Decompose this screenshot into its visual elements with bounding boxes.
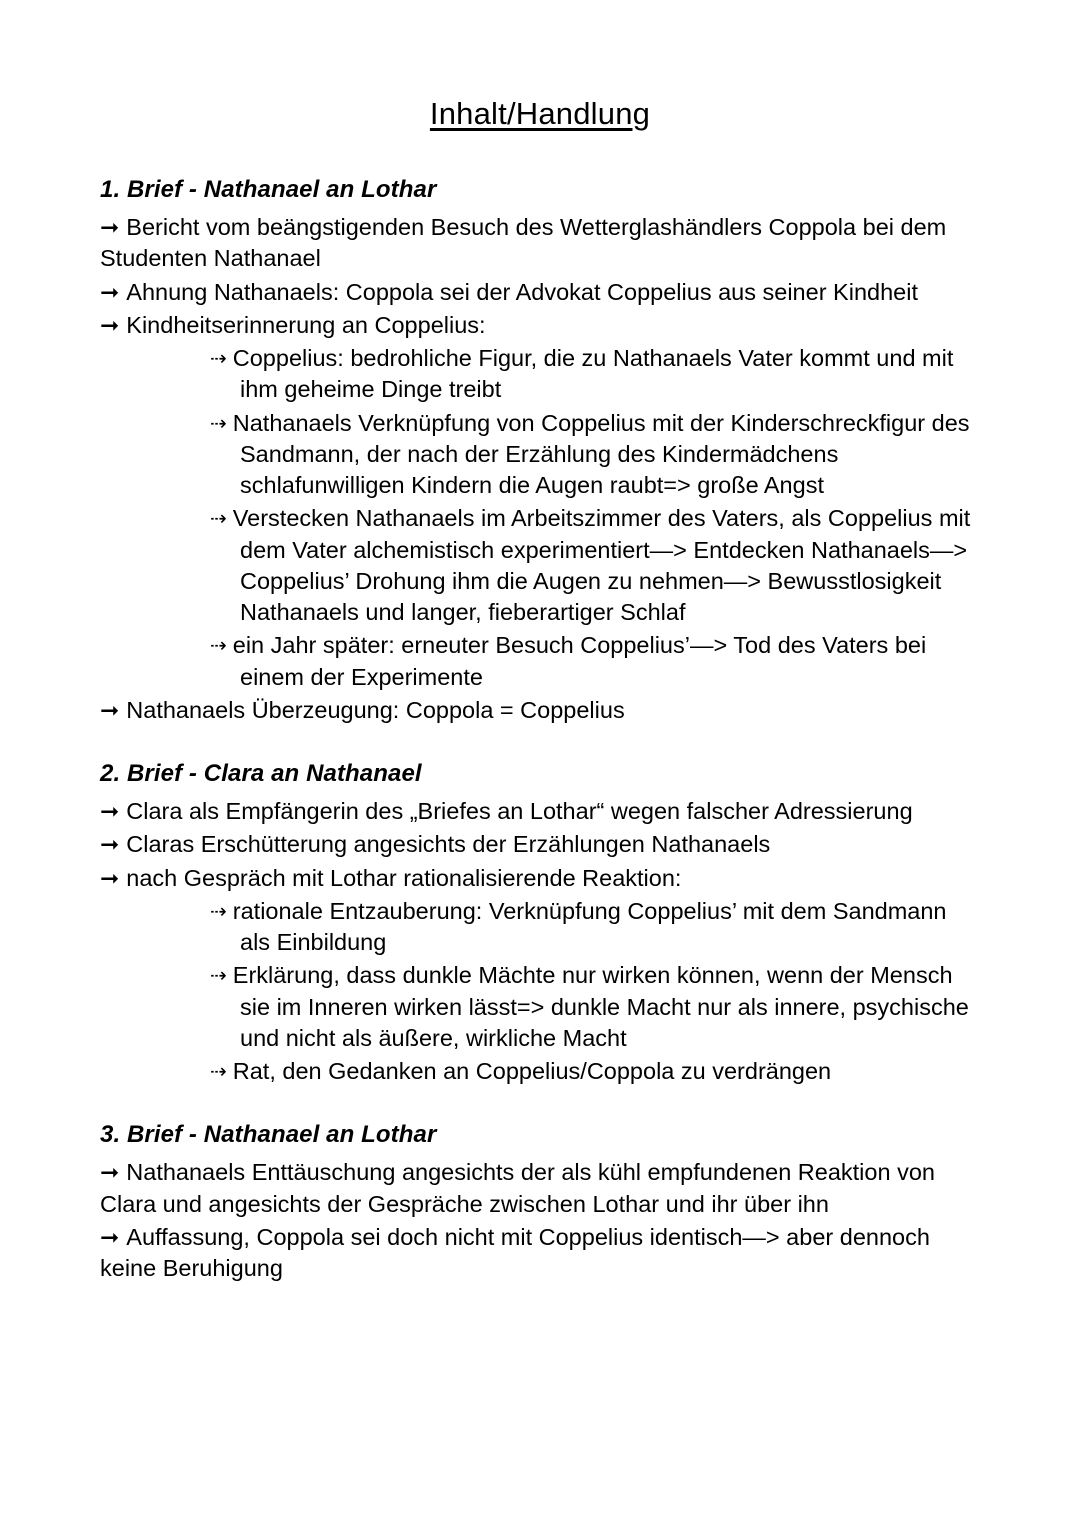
section-heading: 1. Brief - Nathanael an Lothar xyxy=(100,176,437,203)
arrow-icon: ➞ xyxy=(100,1159,120,1186)
bullet-text: Nathanaels Überzeugung: Coppola = Coppelius xyxy=(126,696,625,723)
sub-arrow-icon: ⇢ xyxy=(210,1061,227,1083)
bullet-text: rationale Entzauberung: Verknüpfung Coppelius’ mit dem Sandmann als Einbildung xyxy=(232,897,947,955)
bullet-text: Claras Erschütterung angesichts der Erzählungen Nathanaels xyxy=(126,831,771,858)
bullet-level-2 xyxy=(100,630,980,693)
sub-arrow-icon: ⇢ xyxy=(210,635,227,658)
bullet-level-1 xyxy=(100,1157,980,1220)
bullet-text: Rat, den Gedanken an Coppelius/Coppola zu verdrängen xyxy=(232,1058,832,1084)
outline-section xyxy=(100,176,980,726)
sub-arrow-icon: ⇢ xyxy=(210,965,227,988)
bullet-text: Kindheitserinnerung an Coppelius: xyxy=(126,311,486,338)
bullet-text: Nathanaels Verknüpfung von Coppelius mit der Kinderschreckfigur des Sandmann, der nach der Erzählung des Kindermädchens schlafunwilligen Kindern die Augen raubt=> große Angst xyxy=(232,409,970,498)
bullet-level-2 xyxy=(100,960,980,1054)
bullet-text: ein Jahr später: erneuter Besuch Coppelius’—> Tod des Vaters bei einem der Experimente xyxy=(232,632,927,690)
bullet-level-2 xyxy=(100,343,980,406)
bullet-level-2 xyxy=(100,408,980,502)
section-heading: 2. Brief - Clara an Nathanael xyxy=(100,760,422,787)
bullet-text: Erklärung, dass dunkle Mächte nur wirken können, wenn der Mensch sie im Inneren wirken lässt=> dunkle Macht nur als innere, psychische und nicht als äußere, wirkliche Macht xyxy=(232,962,969,1051)
bullet-level-1 xyxy=(100,310,980,341)
bullet-level-2 xyxy=(100,503,980,628)
bullet-level-1 xyxy=(100,1222,980,1285)
sections-container xyxy=(100,176,980,1284)
outline-section xyxy=(100,760,980,1087)
arrow-icon: ➞ xyxy=(100,798,120,824)
bullet-level-1 xyxy=(100,829,980,860)
bullet-level-1 xyxy=(100,796,980,827)
section-heading: 3. Brief - Nathanael an Lothar xyxy=(100,1121,437,1149)
bullet-text: Bericht vom beängstigenden Besuch des Wetterglashändlers Coppola bei dem Studenten Nathanael xyxy=(100,214,947,272)
arrow-icon: ➞ xyxy=(100,278,120,305)
arrow-icon: ➞ xyxy=(100,696,120,723)
bullet-text: Ahnung Nathanaels: Coppola sei der Advokat Coppelius aus seiner Kindheit xyxy=(126,278,918,305)
bullet-level-1 xyxy=(100,695,980,726)
bullet-text: Clara als Empfängerin des „Briefes an Lothar“ wegen falscher Adressierung xyxy=(126,798,913,824)
sub-arrow-icon: ⇢ xyxy=(210,900,227,923)
bullet-text: Nathanaels Enttäuschung angesichts der als kühl empfundenen Reaktion von Clara und angesichts der Gespräche zwischen Lothar und ihr über ihn xyxy=(100,1159,935,1217)
bullet-text: Verstecken Nathanaels im Arbeitszimmer des Vaters, als Coppelius mit dem Vater alchemistisch experimentiert—> Entdecken Nathanaels—> Coppelius’ Drohung ihm die Augen zu nehmen—> Bewusstlosigkeit Nathanaels und langer, fieberartiger Schlaf xyxy=(232,505,971,625)
arrow-icon: ➞ xyxy=(100,1223,120,1250)
arrow-icon: ➞ xyxy=(100,311,120,338)
bullet-text: Auffassung, Coppola sei doch nicht mit Coppelius identisch—> aber dennoch keine Beruhigung xyxy=(100,1223,930,1281)
sub-arrow-icon: ⇢ xyxy=(210,412,227,435)
bullet-level-1 xyxy=(100,863,980,894)
sub-arrow-icon: ⇢ xyxy=(210,508,227,531)
arrow-icon: ➞ xyxy=(100,864,120,891)
bullet-text: Coppelius: bedrohliche Figur, die zu Nathanaels Vater kommt und mit ihm geheime Dinge treibt xyxy=(232,345,954,403)
arrow-icon: ➞ xyxy=(100,214,120,240)
page-title: Inhalt/Handlung xyxy=(429,96,651,131)
bullet-level-1 xyxy=(100,212,980,275)
outline-section xyxy=(100,1121,980,1284)
bullet-level-2 xyxy=(100,1056,980,1087)
bullet-text: nach Gespräch mit Lothar rationalisierende Reaktion: xyxy=(126,864,682,891)
sub-arrow-icon: ⇢ xyxy=(210,348,227,370)
bullet-level-2 xyxy=(100,896,980,959)
bullet-level-1 xyxy=(100,277,980,308)
arrow-icon: ➞ xyxy=(100,831,120,858)
